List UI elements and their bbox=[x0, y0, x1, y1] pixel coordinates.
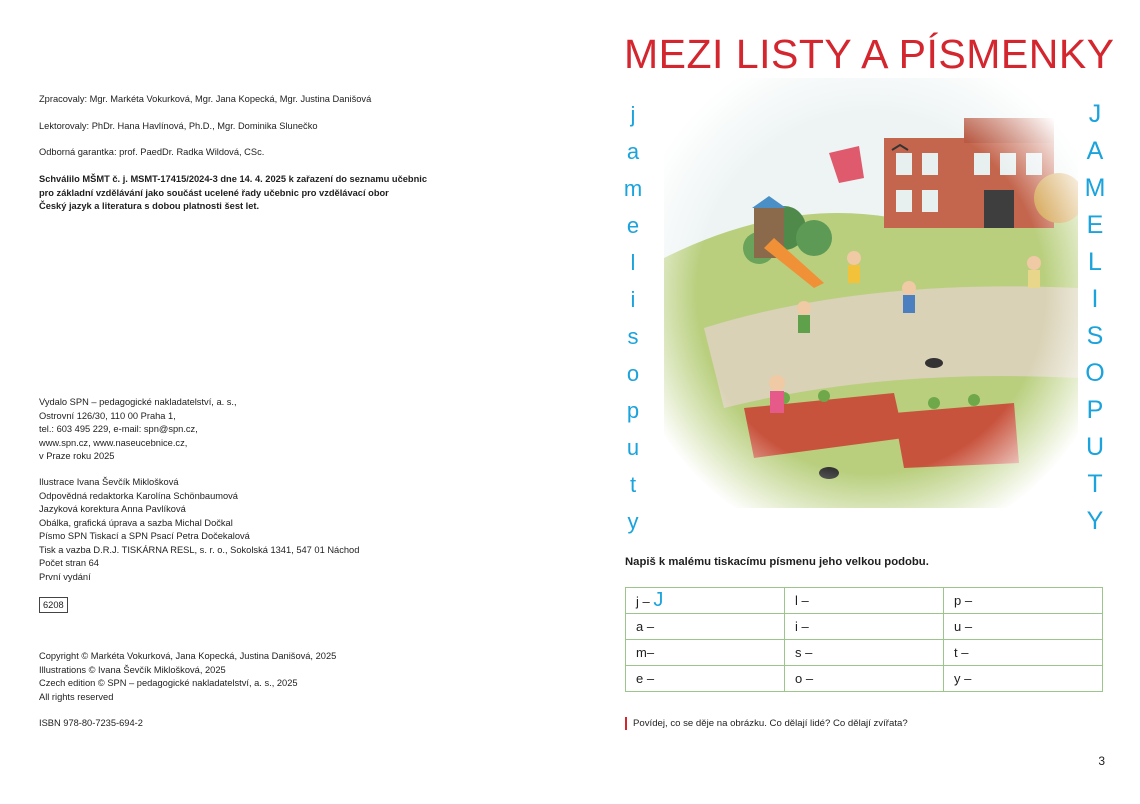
exercise-cell[interactable] bbox=[785, 640, 944, 666]
production-block bbox=[39, 476, 519, 584]
approval-block bbox=[39, 173, 519, 214]
big-letter: I bbox=[1091, 285, 1099, 313]
small-letter: t bbox=[629, 472, 637, 497]
copyright-line: Czech edition © SPN – pedagogické nakladatelství, a. s., 2025 bbox=[39, 678, 298, 688]
exercise-instruction: Napiš k malému tiskacímu písmenu jeho velkou podobu. bbox=[625, 556, 929, 568]
production-line: Odpovědná redaktorka Karolína Schönbaumová bbox=[39, 490, 238, 501]
copyright-block bbox=[39, 650, 519, 704]
publisher-line: v Praze roku 2025 bbox=[39, 451, 115, 461]
production-line: První vydání bbox=[39, 571, 91, 582]
exercise-cell[interactable] bbox=[785, 666, 944, 692]
big-letter: P bbox=[1086, 396, 1104, 424]
production-line: Ilustrace Ivana Ševčík Miklošková bbox=[39, 477, 179, 487]
cell-prompt: e – bbox=[636, 671, 655, 686]
big-letter: Y bbox=[1086, 507, 1104, 535]
cell-prompt: l – bbox=[795, 593, 809, 608]
production-line: Tisk a vazba D.R.J. TISKÁRNA RESL, s. r. o., Sokolská 1341, 547 01 Náchod bbox=[39, 544, 360, 555]
big-letter: S bbox=[1086, 322, 1104, 350]
publisher-line: tel.: 603 495 229, e-mail: spn@spn.cz, bbox=[39, 424, 198, 434]
small-letter: i bbox=[630, 287, 636, 312]
copyright-line: Illustrations © Ivana Ševčík Miklošková, 2025 bbox=[39, 664, 226, 675]
table-row bbox=[626, 588, 1103, 614]
cell-prompt: m– bbox=[636, 645, 655, 660]
exercise-cell[interactable] bbox=[944, 614, 1103, 640]
small-letter: u bbox=[626, 435, 640, 460]
small-letters-column bbox=[618, 96, 648, 540]
publisher-line: Vydalo SPN – pedagogické nakladatelství, a. s., bbox=[39, 397, 237, 407]
cell-prompt: j – bbox=[636, 594, 650, 609]
discussion-prompt: Povídej, co se děje na obrázku. Co dělají lidé? Co dělají zvířata? bbox=[625, 717, 908, 730]
small-letter: p bbox=[626, 398, 640, 423]
small-letter: j bbox=[630, 102, 636, 127]
exercise-cell[interactable] bbox=[944, 666, 1103, 692]
production-line: Písmo SPN Tiskací a SPN Psací Petra Dočekalová bbox=[39, 531, 250, 541]
isbn: ISBN 978-80-7235-694-2 bbox=[39, 718, 143, 728]
exercise-cell[interactable] bbox=[626, 614, 785, 640]
exercise-cell[interactable] bbox=[785, 588, 944, 614]
exercise-cell[interactable] bbox=[944, 588, 1103, 614]
small-letter: m bbox=[623, 176, 643, 201]
example-answer: J bbox=[653, 589, 664, 611]
schoolyard-illustration bbox=[664, 78, 1078, 508]
cell-prompt: p – bbox=[954, 593, 973, 608]
big-letter: T bbox=[1087, 470, 1103, 498]
credit-line: Zpracovaly: Mgr. Markéta Vokurková, Mgr. Jana Kopecká, Mgr. Justina Danišová bbox=[39, 94, 372, 104]
cell-prompt: s – bbox=[795, 645, 813, 660]
exercise-cell[interactable] bbox=[944, 640, 1103, 666]
approval-line: Schválilo MŠMT č. j. MSMT-17415/2024-3 dne 14. 4. 2025 k zařazení do seznamu učebnic bbox=[39, 174, 428, 184]
table-row bbox=[626, 640, 1103, 666]
cell-prompt: o – bbox=[795, 671, 814, 686]
credits-block bbox=[39, 93, 519, 160]
big-letter: L bbox=[1088, 248, 1102, 276]
cell-prompt: a – bbox=[636, 619, 655, 634]
credit-line: Odborná garantka: prof. PaedDr. Radka Wildová, CSc. bbox=[39, 147, 265, 157]
production-line: Počet stran 64 bbox=[39, 558, 99, 568]
exercise-cell[interactable] bbox=[626, 588, 785, 614]
small-letter: s bbox=[627, 324, 639, 349]
approval-line: pro základní vzdělávání jako součást ucelené řady učebnic pro vzdělávací obor bbox=[39, 187, 389, 198]
publisher-block bbox=[39, 396, 519, 464]
big-letter: M bbox=[1084, 174, 1106, 202]
table-row bbox=[626, 666, 1103, 692]
cell-prompt: u – bbox=[954, 619, 973, 634]
right-page bbox=[560, 0, 1140, 804]
production-line: Obálka, grafická úprava a sazba Michal Dočkal bbox=[39, 517, 233, 528]
letter-exercise-table bbox=[625, 587, 1103, 692]
cell-prompt: i – bbox=[795, 619, 809, 634]
page-title: MEZI LISTY A PÍSMENKY bbox=[624, 31, 1115, 77]
credit-line: Lektorovaly: PhDr. Hana Havlínová, Ph.D., Mgr. Dominika Slunečko bbox=[39, 120, 318, 131]
copyright-line: All rights reserved bbox=[39, 691, 114, 702]
cell-prompt: y – bbox=[954, 671, 972, 686]
approval-line: Český jazyk a literatura s dobou platnosti šest let. bbox=[39, 201, 260, 211]
small-letter: l bbox=[630, 250, 636, 275]
big-letter: J bbox=[1088, 100, 1102, 128]
small-letter: y bbox=[627, 509, 639, 534]
cell-prompt: t – bbox=[954, 645, 969, 660]
left-page bbox=[0, 0, 560, 804]
table-row bbox=[626, 614, 1103, 640]
small-letter: o bbox=[626, 361, 640, 386]
big-letter: A bbox=[1086, 137, 1104, 165]
illustration-fade bbox=[664, 78, 1078, 508]
big-letter: E bbox=[1086, 211, 1104, 239]
small-letter: a bbox=[626, 139, 640, 164]
exercise-cell[interactable] bbox=[785, 614, 944, 640]
big-letter: O bbox=[1085, 359, 1105, 387]
small-letter: e bbox=[626, 213, 640, 238]
production-line: Jazyková korektura Anna Pavlíková bbox=[39, 504, 186, 514]
page-number: 3 bbox=[1098, 754, 1105, 768]
publisher-line: www.spn.cz, www.naseucebnice.cz, bbox=[39, 437, 188, 448]
copyright-line: Copyright © Markéta Vokurková, Jana Kopecká, Justina Danišová, 2025 bbox=[39, 651, 337, 661]
big-letter: U bbox=[1085, 433, 1105, 461]
big-letters-column bbox=[1080, 96, 1110, 540]
exercise-cell[interactable] bbox=[626, 640, 785, 666]
book-code-box: 6208 bbox=[39, 597, 68, 613]
publisher-line: Ostrovní 126/30, 110 00 Praha 1, bbox=[39, 410, 176, 421]
exercise-cell[interactable] bbox=[626, 666, 785, 692]
